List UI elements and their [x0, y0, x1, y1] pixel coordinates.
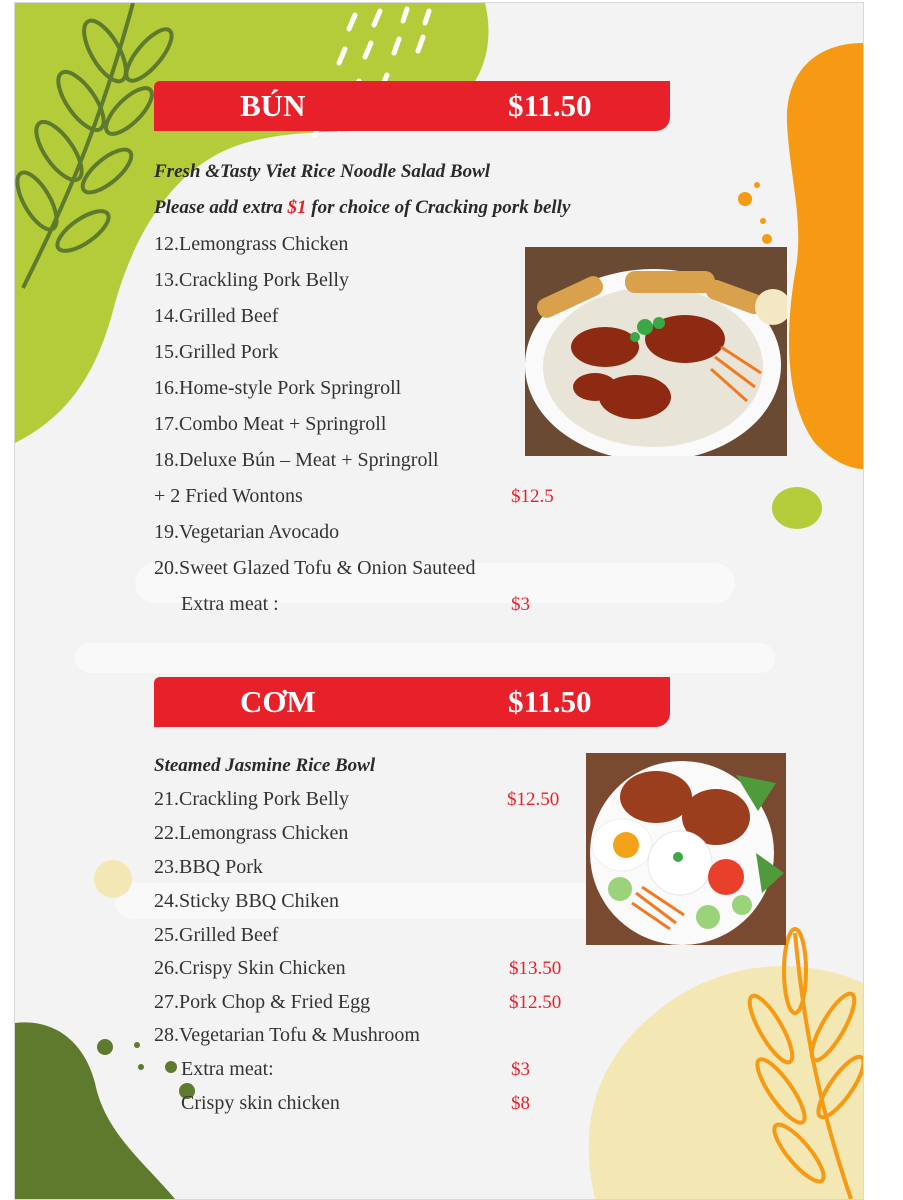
- com-price-21: $12.50: [507, 789, 560, 810]
- com-item: 24.Sticky BBQ Chiken: [154, 890, 340, 912]
- bun-item: 12.Lemongrass Chicken: [154, 233, 349, 255]
- menu-page: [14, 2, 864, 1200]
- bun-item: 17.Combo Meat + Springroll: [154, 413, 387, 435]
- com-price-26: $13.50: [509, 958, 562, 979]
- com-subtitle: Steamed Jasmine Rice Bowl: [154, 755, 376, 776]
- com-item: 23.BBQ Pork: [154, 856, 263, 878]
- com-crispy-price: $8: [511, 1093, 530, 1114]
- bun-item: 14.Grilled Beef: [154, 305, 279, 327]
- com-item: 22.Lemongrass Chicken: [154, 822, 349, 844]
- bun-extra-price: $3: [511, 594, 530, 615]
- bun-item: 15.Grilled Pork: [154, 341, 279, 363]
- com-item: 25.Grilled Beef: [154, 924, 279, 946]
- bun-note-prefix: Please add extra: [154, 197, 288, 218]
- orange-blob: [787, 43, 863, 469]
- com-price: $11.50: [508, 684, 592, 719]
- com-item: 21.Crackling Pork Belly: [154, 788, 349, 810]
- bun-item: + 2 Fried Wontons: [154, 485, 303, 507]
- bun-item: 18.Deluxe Bún – Meat + Springroll: [154, 449, 439, 471]
- com-extra-meat: Extra meat:: [181, 1058, 274, 1080]
- com-item: 28.Vegetarian Tofu & Mushroom: [154, 1024, 420, 1046]
- bun-wontons-price: $12.5: [511, 486, 554, 507]
- com-extra-price: $3: [511, 1059, 530, 1080]
- bun-extra-meat: Extra meat :: [181, 593, 279, 615]
- com-item: 27.Pork Chop & Fried Egg: [154, 991, 371, 1013]
- bun-item: 16.Home-style Pork Springroll: [154, 377, 402, 399]
- bun-item: 20.Sweet Glazed Tofu & Onion Sauteed: [154, 557, 476, 579]
- com-price-27: $12.50: [509, 992, 562, 1013]
- bun-price: $11.50: [508, 88, 592, 123]
- olive-blob: [15, 1022, 175, 1199]
- bun-food-photo: [525, 247, 787, 456]
- bun-banner: [154, 81, 670, 131]
- com-title: CƠM: [240, 684, 316, 719]
- bun-title: BÚN: [240, 88, 306, 123]
- com-banner: [154, 677, 670, 727]
- com-item: 26.Crispy Skin Chicken: [154, 957, 346, 979]
- com-food-photo: [586, 753, 786, 945]
- bun-note: [154, 197, 570, 219]
- bun-note-suffix: for choice of Cracking pork belly: [306, 197, 571, 218]
- bun-item: 19.Vegetarian Avocado: [154, 521, 340, 543]
- com-crispy-skin: Crispy skin chicken: [181, 1092, 340, 1114]
- bun-subtitle: Fresh &Tasty Viet Rice Noodle Salad Bowl: [154, 161, 491, 182]
- bun-item: 13.Crackling Pork Belly: [154, 269, 349, 291]
- bun-note-price: $1: [287, 197, 307, 218]
